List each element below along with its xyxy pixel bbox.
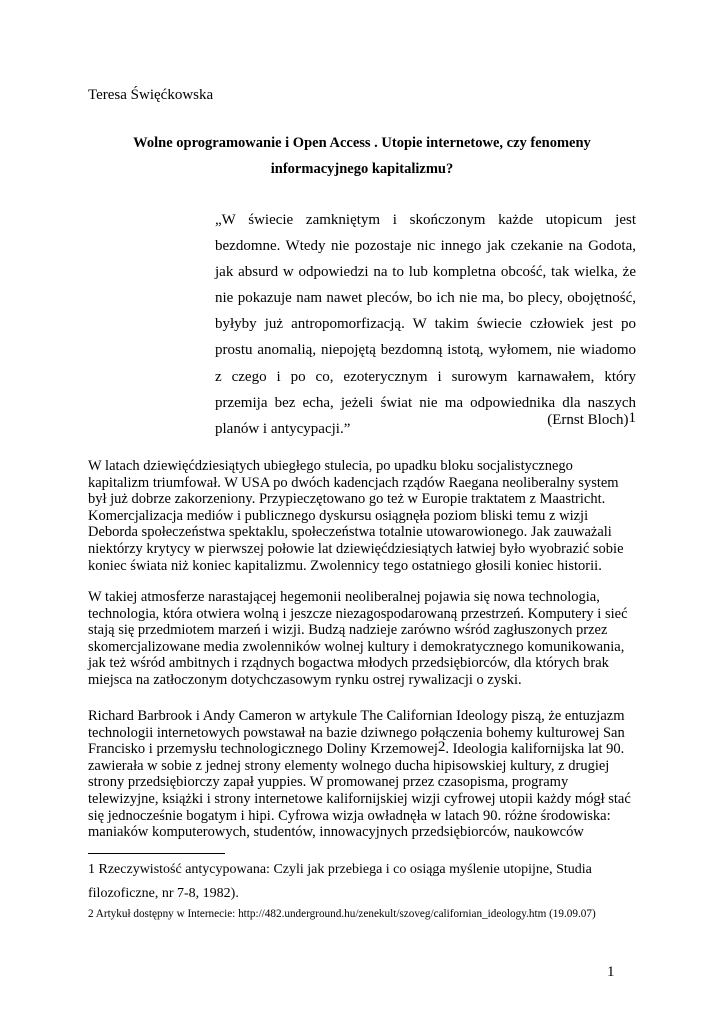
footnote-ref-1: 1: [628, 410, 636, 426]
article-title-line-2: informacyjnego kapitalizmu?: [270, 161, 454, 177]
epigraph-source-name: (Ernst Bloch): [547, 412, 629, 428]
body-paragraph-2: W takiej atmosferze narastającej hegemonii neoliberalnej pojawia się nowa technologia, technologia, która otwiera wolną i jeszcze niezagospodarowaną przestrzeń. Komputery i sieć stają się przedmiotem marzeń i wizji. Budzą nadzieje zarówno wśród zagłuszonych przez skomercjalizowane media zwolenników wolnej kultury i demokratycznego komunikowania, jak też wśród ambitnych i rządnych bogactwa młodych przedsiębiorców, dla których brak miejsca na zatłoczonym dotychczasowym rynku ostrej rywalizacji o zyski.: [88, 589, 628, 688]
author-name: Teresa Święćkowska: [88, 87, 214, 103]
article-title-line-1: Wolne oprogramowanie i Open Access . Utopie internetowe, czy fenomeny: [133, 135, 591, 151]
paragraph-3-text-after: . Ideologia kalifornijska lat 90. zawierała w sobie z jednej strony elementy wolnego ducha hipisowskiej kultury, z drugiej strony przedsiębiorczy zapał yuppies. W promowanej przez czasopisma, programy telewizyjne, książki i strony internetowe kalifornijskiej wizji cyfrowej utopii każdy mógł stać się jednocześnie bogatym i hipi. Cyfrowa wizja owładnęła w latach 90. różne środowiska: maniaków komputerowych, studentów, innowacyjnych przedsiębiorców, naukowców: [88, 741, 631, 841]
paragraph-3-text-before: Richard Barbrook i Andy Cameron w artykule The Californian Ideology piszą, że entuzjazm technologii internetowych powstawał na bazie dziwnego połączenia bohemy kulturowej San Francisko i przemysłu technologicznego Doliny Krzemowej: [88, 708, 625, 758]
footnote-1: 1 Rzeczywistość antycypowana: Czyli jak przebiega i co osiąga myślenie utopijne, Studia filozoficzne, nr 7-8, 1982).: [88, 862, 592, 901]
body-paragraph-1: W latach dziewięćdziesiątych ubiegłego stulecia, po upadku bloku socjalistycznego kapitalizm triumfował. W USA po dwóch kadencjach rządów Raegana neoliberalny system był już dobrze zakorzeniony. Przypieczętowano go też w Europie traktatem z Maastricht. Komercjalizacja mediów i publicznego dyskursu osiągnęła poziom bliski temu z wizji Deborda społeczeństwa spektaklu, społeczeństwa totalnie utowarowionego. Jak zauważali niektórzy krytycy w pierwszej połowie lat dziewięćdziesiątych łatwiej było wyobrazić sobie koniec świata niż koniec kapitalizmu. Zwolennicy tego ostatniego głosili koniec historii.: [88, 458, 624, 574]
footnote-separator: [88, 853, 225, 854]
epigraph-quote: „W świecie zamkniętym i skończonym każde utopicum jest bezdomne. Wtedy nie pozostaje nic innego jak czekanie na Godota, jak absurd w odpowiedzi na to lub kompletna obcość, tak wielka, że nie pokazuje nam nawet pleców, bo ich nie ma, bo plecy, obojętność, byłyby już antropomorfizacją. W takim świecie człowiek jest po prostu anomalią, niepojętą bezdomną istotą, wyłomem, nie wiadomo z czego i po co, ezoterycznym i surowym karnawałem, który przemija bez echa, jeżeli świat nie ma odpowiednika dla naszych planów i antycypacji.”: [215, 212, 636, 437]
footnote-2: 2 Artykuł dostępny w Internecie: http://482.underground.hu/zenekult/szoveg/californian_ideology.htm (19.09.07): [88, 908, 596, 920]
page-number: 1: [607, 964, 615, 980]
body-paragraph-3: [88, 708, 636, 841]
epigraph-source: [547, 412, 636, 429]
footnote-ref-2: 2: [437, 739, 446, 756]
